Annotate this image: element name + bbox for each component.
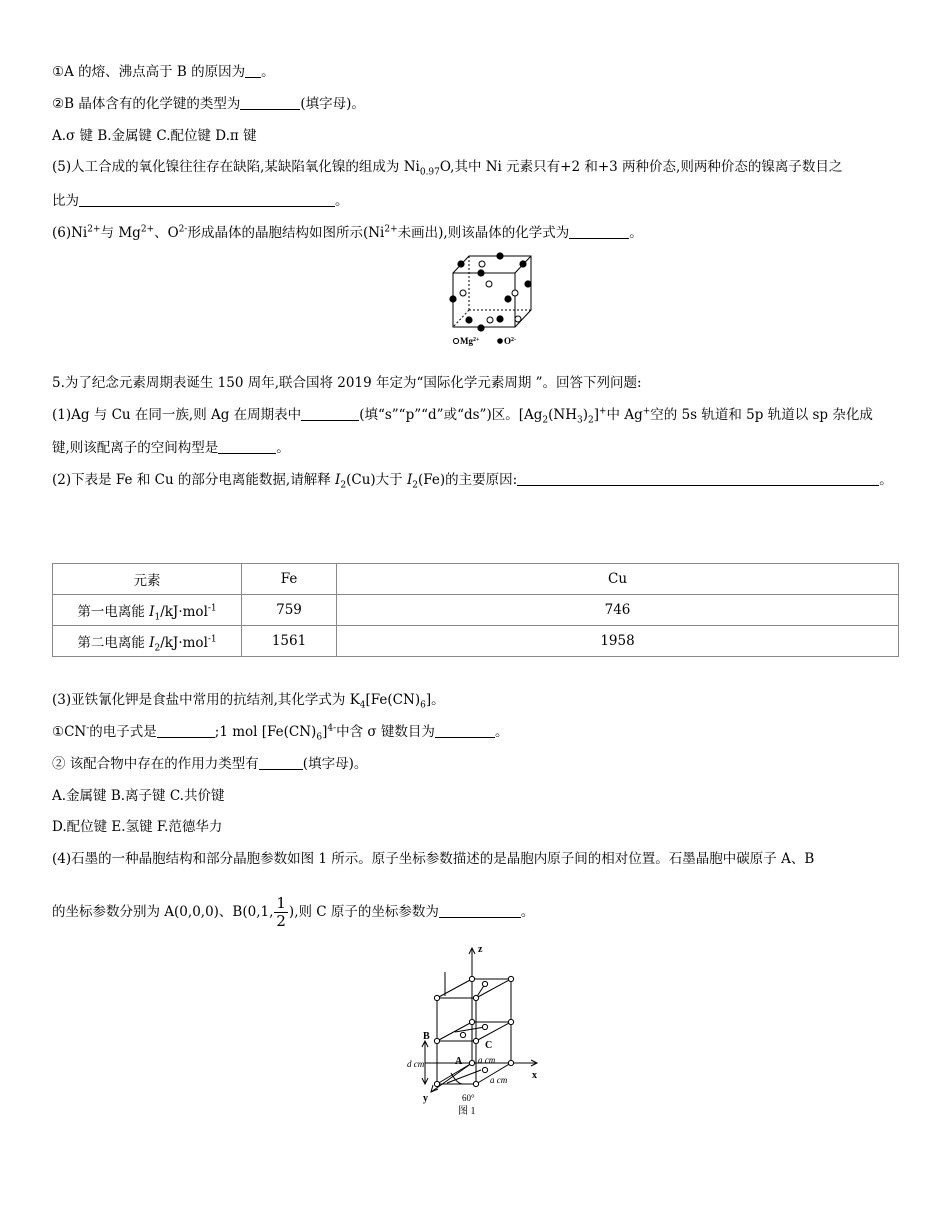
- subscript: 0.97: [419, 167, 440, 178]
- text: ①CN: [52, 724, 87, 740]
- line-q5-p4-cont: [52, 892, 534, 932]
- table-cell: 1561: [242, 626, 337, 657]
- line-q5-p3-1: [52, 723, 508, 741]
- text: 的电子式是: [89, 724, 157, 740]
- text: (3)亚铁氰化钾是食盐中常用的抗结剂,其化学式为 K: [52, 692, 360, 708]
- legend-mg-sup: 2+: [473, 337, 480, 343]
- superscript: +: [599, 406, 607, 417]
- text: 。: [261, 64, 275, 80]
- superscript: 2+: [140, 224, 155, 235]
- table-header: Cu: [337, 564, 899, 595]
- table-cell: 1958: [337, 626, 899, 657]
- text: 。: [335, 193, 349, 209]
- text: 第二电离能: [77, 635, 150, 651]
- line-q4-p5-cont: [52, 192, 349, 210]
- fig-label-b: B: [423, 1031, 430, 1042]
- text: 与 Mg: [100, 225, 141, 241]
- subscript: 2: [542, 415, 549, 426]
- text: [Fe(CN): [365, 692, 421, 708]
- text: 的坐标参数分别为 A(0,0,0)、B(0,1,: [52, 904, 274, 920]
- text: ]: [593, 407, 599, 423]
- text: 第一电离能: [77, 604, 150, 620]
- text: 中含 σ 键数目为: [336, 724, 435, 740]
- line-q4-options: A.σ 键 B.金属键 C.配位键 D.π 键: [52, 128, 257, 144]
- text: 比为: [52, 193, 79, 209]
- text: /kJ·mol: [160, 635, 208, 651]
- fig-label-c: C: [485, 1040, 493, 1051]
- table-cell: 746: [337, 595, 899, 626]
- graphite-cell-figure: [405, 942, 550, 1122]
- answer-blank[interactable]: [157, 724, 215, 738]
- text: 。: [520, 904, 535, 920]
- text: (6)Ni: [52, 225, 88, 241]
- table-header: Fe: [242, 564, 337, 595]
- text: (1)Ag 与 Cu 在同一族,则 Ag 在周期表中: [52, 407, 302, 423]
- answer-blank[interactable]: [439, 904, 521, 918]
- answer-blank[interactable]: [218, 440, 276, 454]
- fig-label-a: A: [455, 1056, 463, 1067]
- subscript: 2: [154, 643, 161, 654]
- fig-label-x: x: [532, 1070, 537, 1081]
- line-q5-p4: (4)石墨的一种晶胞结构和部分晶胞参数如图 1 所示。原子坐标参数描述的是晶胞内原子间的相对位置。石墨晶胞中碳原子 A、B: [52, 851, 815, 867]
- text: 。: [879, 472, 893, 488]
- text: (5)人工合成的氧化镍往往存在缺陷,某缺陷氧化镍的组成为 Ni: [52, 159, 420, 175]
- superscript: 4-: [327, 723, 337, 734]
- table-cell: [53, 595, 242, 626]
- text: ]。: [425, 692, 445, 708]
- answer-blank[interactable]: [517, 472, 879, 486]
- fig-label-angle: 60°: [462, 1093, 475, 1103]
- text: (填字母)。: [300, 96, 365, 112]
- q5-title: 5.为了纪念元素周期表诞生 150 周年,联合国将 2019 年定为“国际化学元素周期 ”。回答下列问题:: [52, 375, 642, 391]
- text: 键,则该配离子的空间构型是: [52, 440, 219, 456]
- line-q4-1: [52, 63, 275, 81]
- text: (NH: [548, 407, 577, 423]
- superscript: -: [86, 723, 90, 734]
- text: 中 Ag: [606, 407, 643, 423]
- text: /kJ·mol: [160, 604, 208, 620]
- italic-i: I: [335, 472, 341, 488]
- subscript: 6: [316, 732, 323, 743]
- fig-label-z: z: [478, 944, 483, 955]
- svg-text:Mg2+: [460, 336, 480, 346]
- text: 。: [494, 724, 509, 740]
- line-q4-p6: [52, 224, 643, 242]
- text: ),则 C 原子的坐标参数为: [288, 904, 439, 920]
- table-cell: 759: [242, 595, 337, 626]
- text: ①A 的熔、沸点高于 B 的原因为: [52, 64, 246, 80]
- italic-i: I: [149, 635, 155, 651]
- text: ②B 晶体含有的化学键的类型为: [52, 96, 241, 112]
- superscript: 2+: [87, 224, 101, 235]
- answer-blank[interactable]: [79, 193, 335, 207]
- line-q5-p3: [52, 691, 445, 709]
- superscript: -1: [207, 634, 217, 645]
- answer-blank[interactable]: [245, 64, 261, 78]
- italic-i: I: [406, 472, 413, 488]
- text: ]: [322, 724, 328, 740]
- svg-text:O2-: [504, 336, 516, 346]
- text: (填“s”“p”“d”或“ds”)区。[Ag: [359, 407, 543, 423]
- subscript: 6: [420, 700, 426, 711]
- text: ② 该配合物中存在的作用力类型有: [52, 756, 259, 772]
- crystal-cell-figure: [440, 248, 540, 350]
- fraction: [274, 895, 288, 930]
- subscript: 2: [340, 480, 347, 491]
- answer-blank[interactable]: [301, 407, 359, 421]
- line-q5-p1: [52, 406, 873, 424]
- fig-label-a-cm-2: a cm: [490, 1075, 508, 1085]
- subscript: 3: [576, 415, 583, 426]
- table-row: [53, 595, 899, 626]
- text: 。: [629, 225, 643, 241]
- fraction-denominator: 2: [276, 912, 286, 930]
- line-q5-opt1: A.金属键 B.离子键 C.共价键: [52, 788, 225, 804]
- fig-caption: 图 1: [458, 1106, 476, 1117]
- italic-i: I: [149, 604, 155, 620]
- fig-label-a-cm-1: a cm: [478, 1055, 496, 1065]
- superscript: +: [642, 406, 651, 417]
- table-header-row: [53, 564, 899, 595]
- subscript: 2: [587, 415, 594, 426]
- line-q5-opt2: D.配位键 E.氢键 F.范德华力: [52, 819, 223, 835]
- line-q5-p2: [52, 471, 893, 489]
- answer-blank[interactable]: [435, 724, 495, 738]
- legend-mg-label: Mg: [460, 336, 473, 346]
- answer-blank[interactable]: [569, 225, 629, 239]
- text: 、O: [154, 225, 179, 241]
- legend-o-label: O: [504, 336, 512, 346]
- text: 未画出),则该晶体的化学式为: [397, 225, 570, 241]
- fig-label-y: y: [423, 1093, 428, 1104]
- answer-blank[interactable]: [240, 96, 300, 110]
- superscript: 2+: [384, 224, 398, 235]
- subscript: 1: [154, 612, 161, 623]
- text: 。: [276, 440, 290, 456]
- subscript: 4: [359, 700, 366, 711]
- text: 空的 5s 轨道和 5p 轨道以 sp 杂化成: [650, 407, 873, 423]
- table-row: [53, 626, 899, 657]
- text: (Cu)大于: [346, 472, 407, 488]
- answer-blank[interactable]: [259, 756, 303, 770]
- line-q5-p3-2: [52, 755, 367, 773]
- table-cell: [53, 626, 242, 657]
- text: 形成晶体的晶胞结构如图所示(Ni: [187, 225, 385, 241]
- subscript: 2: [412, 480, 419, 491]
- superscript: -1: [207, 603, 217, 614]
- line-q5-p1-cont: [52, 439, 290, 457]
- superscript: 2-: [178, 224, 188, 235]
- text: (Fe)的主要原因:: [418, 472, 518, 488]
- text: (2)下表是 Fe 和 Cu 的部分电离能数据,请解释: [52, 472, 336, 488]
- legend-o-sup: 2-: [511, 337, 517, 343]
- line-q4-p5: [52, 158, 842, 176]
- text: ;1 mol [Fe(CN): [214, 724, 317, 740]
- text: O,其中 Ni 元素只有+2 和+3 两种价态,则两种价态的镍离子数目之: [439, 159, 843, 175]
- text: (填字母)。: [302, 756, 368, 772]
- fraction-numerator: 1: [276, 894, 286, 912]
- fig-label-d: d cm: [407, 1059, 425, 1069]
- table-header: 元素: [53, 564, 242, 595]
- text: ): [582, 407, 588, 423]
- line-q4-2: [52, 95, 365, 113]
- ionization-energy-table: [52, 563, 899, 657]
